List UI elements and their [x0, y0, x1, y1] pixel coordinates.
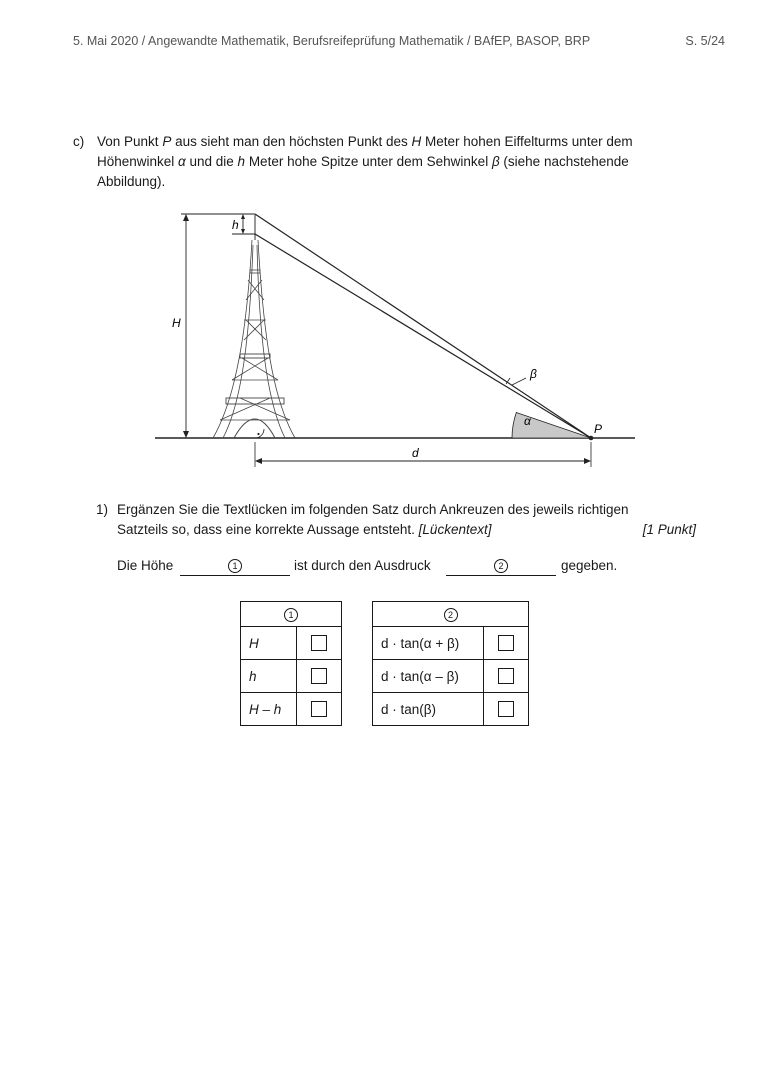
gap-1-line	[180, 575, 290, 576]
label-beta: β	[530, 367, 537, 381]
gap-1-marker: 1	[228, 559, 242, 573]
part-label: c)	[73, 134, 85, 149]
option-checkbox[interactable]	[484, 660, 529, 693]
task-number: 1)	[96, 502, 109, 517]
table-row	[241, 660, 342, 693]
page-number: S. 5/24	[685, 34, 725, 48]
task-text: Ergänzen Sie die Textlücken im folgenden Satz durch Ankreuzen des jeweils richtigen Satzteils so, dass eine korrekte Aussage entsteht. [Lückentext]	[117, 502, 629, 537]
gap-2-marker: 2	[494, 559, 508, 573]
task-type: [Lückentext]	[418, 522, 492, 537]
sight-line-top	[255, 214, 591, 438]
options-table-2	[372, 601, 529, 726]
sight-line-spire-base	[255, 234, 591, 438]
option-checkbox[interactable]	[297, 693, 342, 726]
problem-text: Von Punkt P aus sieht man den höchsten Punkt des H Meter hohen Eiffelturms unter dem Höhenwinkel α und die h Meter hohe Spitze unter dem Sehwinkel β (siehe nachstehende Abbildung).	[97, 134, 633, 189]
table-row	[241, 627, 342, 660]
label-d: d	[412, 446, 419, 460]
eiffel-tower-drawing	[213, 215, 295, 438]
option-label: H	[241, 627, 297, 660]
option-checkbox[interactable]	[484, 627, 529, 660]
table-row	[373, 693, 529, 726]
sentence-part-1: Die Höhe	[117, 558, 174, 573]
option-label: d · tan(α + β)	[373, 627, 484, 660]
option-label: h	[241, 660, 297, 693]
table-1-header: 1	[241, 602, 342, 627]
option-label: H – h	[241, 693, 297, 726]
option-label: d · tan(α – β)	[373, 660, 484, 693]
page-header-title: 5. Mai 2020 / Angewandte Mathematik, Berufsreifeprüfung Mathematik / BAfEP, BASOP, BRP	[73, 34, 591, 48]
eiffel-tower-figure	[0, 0, 769, 500]
option-checkbox[interactable]	[297, 660, 342, 693]
table-row	[373, 627, 529, 660]
label-H: H	[172, 316, 181, 330]
sentence-part-3: gegeben.	[561, 558, 618, 573]
option-label: d · tan(β)	[373, 693, 484, 726]
label-P: P	[594, 422, 603, 436]
label-alpha: α	[524, 414, 531, 428]
option-checkbox[interactable]	[484, 693, 529, 726]
gap-2-line	[446, 575, 556, 576]
sentence-part-2: ist durch den Ausdruck	[294, 558, 431, 573]
table-row	[241, 693, 342, 726]
options-table-1	[240, 601, 342, 726]
point-P	[589, 436, 594, 441]
task-points: [1 Punkt]	[642, 522, 696, 537]
table-2-header: 2	[373, 602, 529, 627]
right-angle-mark	[255, 429, 264, 438]
option-checkbox[interactable]	[297, 627, 342, 660]
table-row	[373, 660, 529, 693]
label-h: h	[232, 218, 239, 232]
